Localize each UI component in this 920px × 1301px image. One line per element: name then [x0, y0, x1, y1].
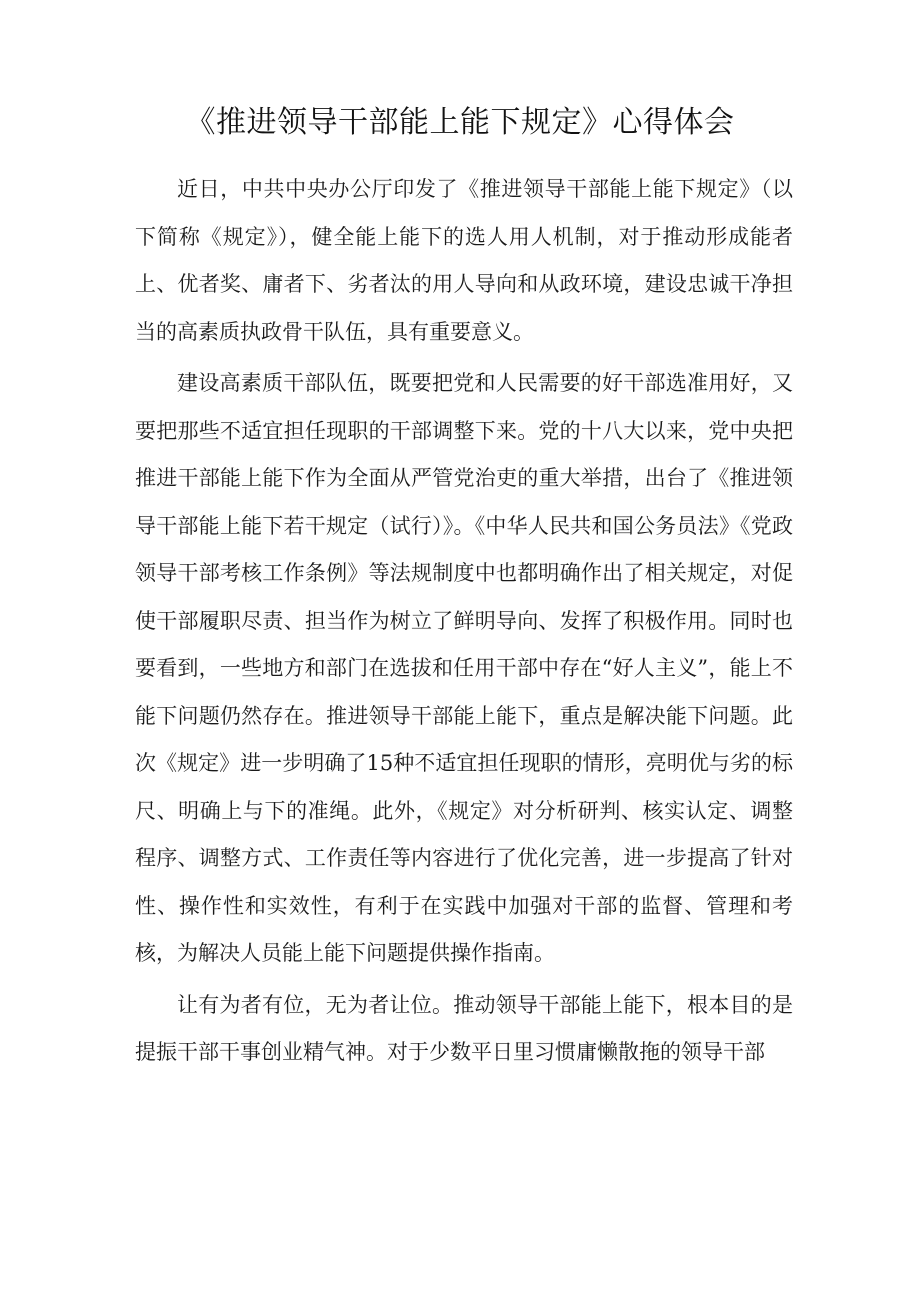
document-body — [135, 166, 793, 1081]
document-title: 《推进领导干部能上能下规定》心得体会 — [185, 105, 735, 140]
paragraph-3: 让有为者有位，无为者让位。推动领导干部能上能下，根本目的是提振干部干事创业精气神。对于少数平日里习惯庸懒散拖的领导干部 — [135, 992, 793, 1064]
paragraph-2: 建设高素质干部队伍，既要把党和人民需要的好干部选准用好，又要把那些不适宜担任现职的干部调整下来。党的十八大以来，党中央把推进干部能上能下作为全面从严管党治吏的重大举措，出台了《推进领导干部能上能下若干规定（试行）》。《中华人民共和国公务员法》《党政领导干部考核工作条例》等法规制度中也都明确作出了相关规定，对促使干部履职尽责、担当作为树立了鲜明导向、发挥了积极作用。同时也要看到，一些地方和部门在选拔和任用干部中存在“好人主义”，能上不能下问题仍然存在。推进领导干部能上能下，重点是解决能下问题。此次《规定》进一步明确了15种不适宜担任现职的情形，亮明优与劣的标尺、明确上与下的准绳。此外，《规定》对分析研判、核实认定、调整程序、调整方式、工作责任等内容进行了优化完善，进一步提高了针对性、操作性和实效性，有利于在实践中加强对干部的监督、管理和考核，为解决人员能上能下问题提供操作指南。 — [135, 371, 793, 965]
paragraph-1: 近日，中共中央办公厅印发了《推进领导干部能上能下规定》（以下简称《规定》），健全能上能下的选人用人机制，对于推动形成能者上、优者奖、庸者下、劣者汰的用人导向和从政环境，建设忠诚干净担当的高素质执政骨干队伍，具有重要意义。 — [135, 177, 793, 344]
